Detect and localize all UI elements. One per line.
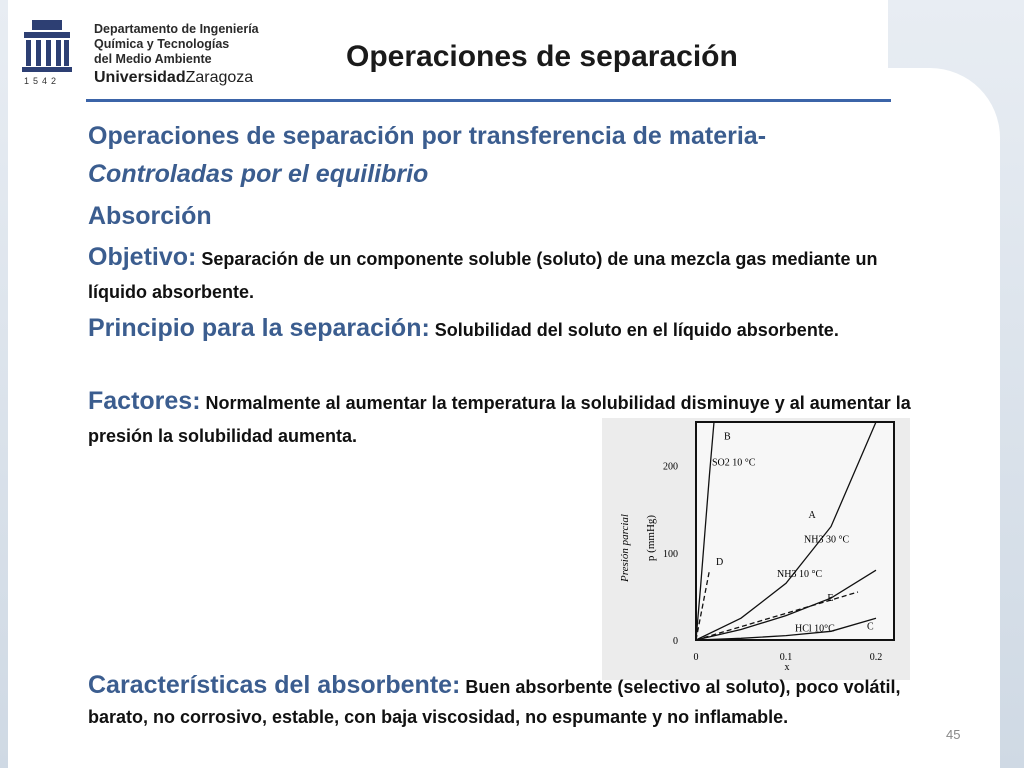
page-number: 45 (946, 727, 961, 742)
chart-frame (696, 422, 894, 640)
dept-line-3: del Medio Ambiente (94, 52, 212, 66)
series-label: NH3 10 °C (777, 569, 823, 581)
series-label: NH3 30 °C (804, 534, 850, 546)
objetivo-label: Objetivo: (88, 243, 197, 271)
section-subheading: Controladas por el equilibrio (88, 160, 429, 188)
principio-text: Solubilidad del soluto en el líquido absorbente. (429, 320, 839, 340)
y-axis-label: p (mmHg) (645, 514, 657, 562)
solubility-chart (602, 418, 910, 680)
objetivo-paragraph (88, 241, 938, 309)
section-heading: Operaciones de separación por transferencia de materia- (88, 122, 767, 150)
caracteristicas-text: Buen absorbente (selectivo al soluto), poco volátil, barato, no corrosivo, estable, con baja viscosidad, no espumante y no inflamable. (88, 677, 901, 727)
factores-text: Normalmente al aumentar la temperatura la solubilidad disminuye y al aumentar la presión la solubilidad aumenta. (88, 393, 911, 446)
dept-line-2: Química y Tecnologías (94, 37, 230, 51)
series-label: C (867, 621, 874, 633)
objetivo-text: Separación de un componente soluble (soluto) de una mezcla gas mediante un líquido absorbente. (88, 249, 878, 302)
title-divider (86, 99, 891, 102)
caracteristicas-paragraph (88, 670, 948, 732)
y-axis-handwritten-label: Presión parcial (619, 514, 631, 582)
university-name (94, 69, 253, 87)
logo-year: 1542 (24, 76, 61, 86)
principio-label: Principio para la separación: (88, 314, 430, 342)
series-label: D (716, 557, 724, 569)
factores-label: Factores: (88, 387, 201, 415)
department-name (94, 22, 259, 67)
y-tick-label: 200 (663, 461, 678, 473)
series-label: HCl 10°C (795, 623, 835, 635)
dept-line-1: Departamento de Ingeniería (94, 22, 259, 36)
principio-paragraph (88, 312, 888, 347)
univ-bold: Universidad (94, 69, 186, 86)
series-label: B (724, 431, 731, 443)
topic-heading: Absorción (88, 202, 212, 230)
series-label: E (827, 592, 834, 604)
university-logo (14, 12, 270, 94)
series-label: A (808, 509, 816, 521)
y-tick-label: 100 (663, 548, 678, 560)
x-tick-label: 0 (693, 652, 699, 663)
slide-title: Operaciones de separación (346, 40, 738, 73)
univ-rest: Zaragoza (185, 69, 254, 86)
caracteristicas-label: Características del absorbente: (88, 671, 461, 699)
x-tick-label: 0.1 (779, 652, 793, 663)
y-tick-label: 0 (673, 636, 678, 647)
series-label: SO2 10 °C (712, 457, 756, 469)
x-axis-label: x (784, 662, 790, 673)
x-tick-label: 0.2 (869, 652, 883, 663)
